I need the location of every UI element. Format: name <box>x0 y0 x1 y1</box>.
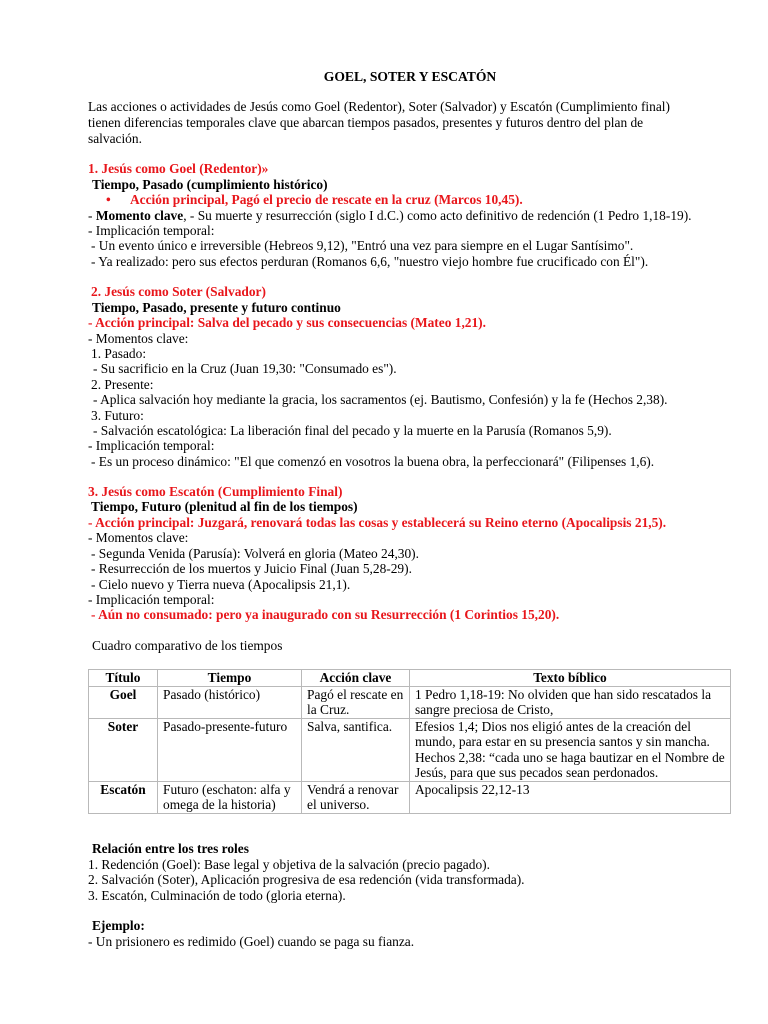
header-texto: Texto bíblico <box>410 670 731 687</box>
table-row <box>89 718 731 781</box>
section-3-impl: - Implicación temporal: <box>88 592 215 607</box>
relacion-heading: Relación entre los tres roles <box>92 841 249 856</box>
cell-tiempo: Pasado-presente-futuro <box>158 718 302 781</box>
section-1-impl-2: - Ya realizado: pero sus efectos perduran (Romanos 6,6, "nuestro viejo hombre fue crucificado con Él"). <box>91 254 649 269</box>
section-1-tiempo: Tiempo, Pasado (cumplimiento histórico) <box>92 177 328 192</box>
section-3-momento-3: - Cielo nuevo y Tierra nueva (Apocalipsis 21,1). <box>91 577 351 592</box>
cell-texto-hechos: Hechos 2,38: “cada uno se haga bautizar en el Nombre de Jesús, para que sus pecados sean perdonados. <box>415 749 725 780</box>
section-1-impl: - Implicación temporal: <box>88 223 215 238</box>
section-2-pasado: 1. Pasado: <box>91 346 147 361</box>
table-row <box>89 686 731 718</box>
section-2-heading: 2. Jesús como Soter (Salvador) <box>91 284 266 299</box>
section-3-momentos: - Momentos clave: <box>88 530 189 545</box>
section-3-momento-2: - Resurrección de los muertos y Juicio Final (Juan 5,28-29). <box>91 561 412 576</box>
section-2-impl: - Implicación temporal: <box>88 438 215 453</box>
section-2-futuro-item: - Salvación escatológica: La liberación final del pecado y la muerte en la Parusía (Romanos 5,9). <box>93 423 612 438</box>
cell-texto <box>410 718 731 781</box>
section-3-impl-1: - Aún no consumado: pero ya inaugurado con su Resurrección (1 Corintios 15,20). <box>91 607 560 622</box>
header-titulo: Título <box>89 670 158 687</box>
bullet-icon: • <box>106 192 111 207</box>
cell-accion: Salva, santifica. <box>302 718 410 781</box>
section-2-pasado-item: - Su sacrificio en la Cruz (Juan 19,30: "Consumado es"). <box>93 361 397 376</box>
section-3-heading: 3. Jesús como Escatón (Cumplimiento Final) <box>88 484 343 499</box>
cell-titulo: Soter <box>89 718 158 781</box>
relacion-item-1: 1. Redención (Goel): Base legal y objetiva de la salvación (precio pagado). <box>88 857 490 872</box>
section-2-tiempo: Tiempo, Pasado, presente y futuro continuo <box>92 300 341 315</box>
section-3-momento-1: - Segunda Venida (Parusía): Volverá en gloria (Mateo 24,30). <box>91 546 419 561</box>
cell-titulo: Goel <box>89 686 158 718</box>
cell-texto-efesios: Efesios 1,4; Dios nos eligió antes de la creación del mundo, para estar en su presencia santos y sin mancha. <box>415 718 710 749</box>
cell-tiempo: Futuro (eschaton: alfa y omega de la historia) <box>158 781 302 813</box>
intro-line-2: tienen diferencias temporales clave que abarcan tiempos pasados, presentes y futuros dentro del plan de <box>88 115 644 130</box>
ejemplo-heading: Ejemplo: <box>92 918 145 933</box>
cell-tiempo: Pasado (histórico) <box>158 686 302 718</box>
section-2-futuro: 3. Futuro: <box>91 408 144 423</box>
section-1-accion: Acción principal, Pagó el precio de rescate en la cruz (Marcos 10,45). <box>130 192 523 207</box>
cell-texto: 1 Pedro 1,18-19: No olviden que han sido rescatados la sangre preciosa de Cristo, <box>410 686 731 718</box>
section-1-momento: - Momento clave, - Su muerte y resurrección (siglo I d.C.) como acto definitivo de redención (1 Pedro 1,18-19). <box>88 208 692 223</box>
table-caption: Cuadro comparativo de los tiempos <box>92 638 283 653</box>
table-row <box>89 781 731 813</box>
comparison-table <box>88 669 731 814</box>
section-3-tiempo: Tiempo, Futuro (plenitud al fin de los tiempos) <box>91 499 358 514</box>
cell-titulo: Escatón <box>89 781 158 813</box>
section-1-impl-1: - Un evento único e irreversible (Hebreos 9,12), "Entró una vez para siempre en el Lugar Santísimo". <box>91 238 634 253</box>
cell-accion: Vendrá a renovar el universo. <box>302 781 410 813</box>
section-2-accion: - Acción principal: Salva del pecado y sus consecuencias (Mateo 1,21). <box>88 315 486 330</box>
cell-texto: Apocalipsis 22,12-13 <box>410 781 731 813</box>
intro-line-3: salvación. <box>88 131 142 146</box>
header-tiempo: Tiempo <box>158 670 302 687</box>
table-header-row <box>89 670 731 687</box>
section-2-presente: 2. Presente: <box>91 377 154 392</box>
relacion-item-2: 2. Salvación (Soter), Aplicación progresiva de esa redención (vida transformada). <box>88 872 525 887</box>
section-2-presente-item: - Aplica salvación hoy mediante la gracia, los sacramentos (ej. Bautismo, Confesión) y la fe (Hechos 2,38). <box>93 392 668 407</box>
section-2-momentos: - Momentos clave: <box>88 331 189 346</box>
section-3-accion: - Acción principal: Juzgará, renovará todas las cosas y establecerá su Reino eterno (Apocalipsis 21,5). <box>88 515 667 530</box>
cell-accion: Pagó el rescate en la Cruz. <box>302 686 410 718</box>
ejemplo-item-1: - Un prisionero es redimido (Goel) cuando se paga su fianza. <box>88 934 415 949</box>
header-accion: Acción clave <box>302 670 410 687</box>
intro-line-1: Las acciones o actividades de Jesús como Goel (Redentor), Soter (Salvador) y Escatón (Cumplimiento final) <box>88 99 670 114</box>
section-2-impl-1: - Es un proceso dinámico: "El que comenzó en vosotros la buena obra, la perfeccionará" (Filipenses 1,6). <box>91 454 655 469</box>
section-1-heading: 1. Jesús como Goel (Redentor)» <box>88 161 269 176</box>
relacion-item-3: 3. Escatón, Culminación de todo (gloria eterna). <box>88 888 346 903</box>
page-title: GOEL, SOTER Y ESCATÓN <box>323 69 497 84</box>
